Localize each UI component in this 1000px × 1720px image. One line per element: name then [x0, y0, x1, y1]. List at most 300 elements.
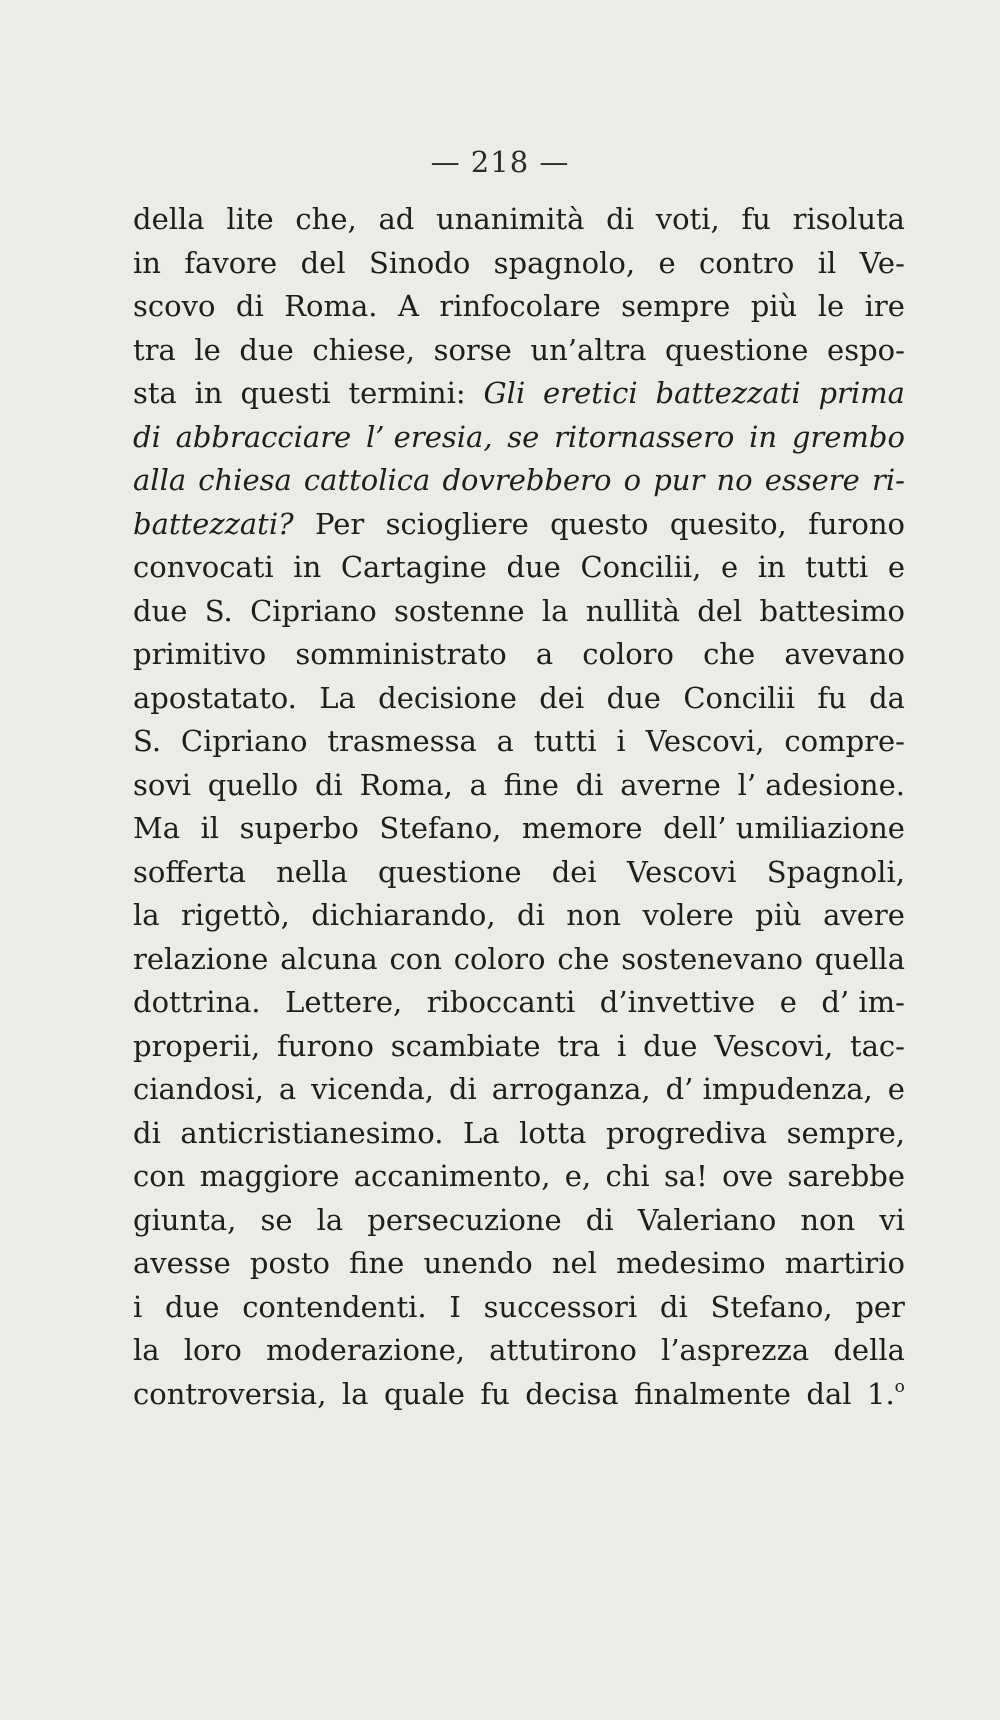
word-text: decisione	[378, 680, 517, 715]
word	[879, 1199, 905, 1243]
italic-word-text: ri-	[871, 463, 905, 497]
word	[133, 459, 186, 503]
word-text: S.	[133, 724, 162, 758]
word-text: apostatato.	[133, 680, 297, 715]
word-text: più	[755, 898, 802, 932]
word	[226, 198, 273, 242]
word-text: scambiate	[390, 1028, 541, 1063]
word	[133, 416, 161, 460]
word	[133, 677, 297, 721]
text-line	[133, 590, 905, 634]
word-text: non	[566, 898, 622, 932]
word	[818, 285, 844, 329]
word	[617, 1025, 626, 1069]
word	[378, 677, 517, 721]
word	[755, 894, 802, 938]
word-text: ire	[864, 289, 905, 323]
word	[449, 1286, 460, 1330]
word-text: in	[293, 550, 322, 584]
word	[808, 503, 905, 547]
word	[787, 1112, 905, 1156]
word	[617, 720, 626, 764]
word-text: Stefano,	[710, 1289, 833, 1324]
word	[327, 720, 476, 764]
word-text: d’ im-	[821, 985, 905, 1019]
word	[133, 1199, 236, 1243]
word-text: dottrina.	[133, 985, 261, 1019]
word	[785, 1242, 905, 1286]
word	[784, 633, 905, 677]
word-text: Cartagine	[340, 550, 487, 584]
word	[539, 677, 584, 721]
word-text: nella	[276, 854, 348, 889]
word	[133, 1373, 326, 1417]
word	[738, 764, 905, 808]
word-text: di	[235, 289, 264, 323]
word	[398, 285, 419, 329]
word	[198, 459, 292, 503]
word	[133, 764, 191, 808]
word	[250, 1242, 330, 1286]
word	[660, 1286, 688, 1330]
word	[133, 1329, 160, 1373]
word	[817, 677, 846, 721]
word	[195, 372, 223, 416]
italic-word-text: dovrebbero	[442, 463, 612, 497]
word-text: i	[133, 1289, 143, 1324]
word	[194, 329, 220, 373]
word-text: Ma	[133, 811, 180, 845]
word	[765, 459, 860, 503]
word-text: favore	[184, 245, 278, 280]
word	[250, 590, 377, 634]
word	[850, 1025, 905, 1069]
word	[366, 416, 493, 460]
word	[586, 1199, 614, 1243]
word-text: rigettò,	[180, 898, 290, 932]
italic-word-text: in	[749, 419, 778, 454]
text-line	[133, 242, 905, 286]
word-text: sa!	[664, 1159, 708, 1193]
word	[818, 372, 905, 416]
word-text: tac-	[849, 1028, 905, 1063]
word-text: memore	[521, 811, 643, 845]
word-text: due	[606, 680, 661, 715]
word	[133, 1068, 264, 1112]
word-text: coloro	[453, 941, 546, 976]
word	[484, 372, 526, 416]
word-text: le	[194, 332, 221, 367]
word	[653, 459, 704, 503]
word	[534, 720, 597, 764]
word-text: riboccanti	[426, 985, 576, 1019]
word	[525, 1373, 618, 1417]
word: 1.o	[867, 1373, 905, 1417]
word	[506, 546, 560, 590]
word	[606, 198, 634, 242]
word	[666, 1068, 873, 1112]
word-text: Spagnoli,	[766, 854, 905, 889]
word-text: Cipriano	[250, 593, 377, 628]
word	[815, 938, 905, 982]
word-text: Stefano,	[379, 811, 502, 845]
word	[133, 633, 266, 677]
word-text: che	[557, 941, 610, 976]
word-text: maggiore	[199, 1159, 340, 1193]
italic-word-text: grembo	[791, 419, 905, 454]
word	[872, 459, 905, 503]
word	[634, 1373, 791, 1417]
word	[449, 1068, 477, 1112]
word	[821, 981, 905, 1025]
word-text: convocati	[133, 550, 274, 584]
word	[627, 851, 737, 895]
word-text: due	[133, 593, 188, 628]
body-text	[133, 198, 905, 1416]
word-text: d’ impudenza,	[665, 1072, 873, 1106]
text-line	[133, 1242, 905, 1286]
word-text: S.	[204, 593, 233, 628]
word	[606, 1112, 767, 1156]
word	[434, 329, 512, 373]
word-text: ad	[378, 202, 415, 236]
word-text: chiese,	[312, 332, 416, 367]
word-text: tutti	[805, 550, 869, 584]
word-text: avere	[823, 898, 905, 932]
word-text: risoluta	[792, 202, 905, 236]
word-text: ciandosi,	[133, 1072, 264, 1106]
word-text: tra	[133, 332, 176, 367]
word	[661, 1329, 809, 1373]
word	[749, 416, 777, 460]
word-text: chi	[605, 1159, 650, 1193]
word-text: I	[449, 1289, 461, 1324]
word	[600, 981, 755, 1025]
word	[536, 633, 553, 677]
word	[664, 1155, 708, 1199]
italic-word-text: o	[623, 463, 642, 497]
word	[133, 1286, 142, 1330]
word	[311, 1068, 434, 1112]
word-text: in	[133, 245, 161, 280]
word-text: Roma,	[359, 767, 453, 802]
word	[242, 1286, 426, 1330]
word	[656, 198, 720, 242]
word	[208, 764, 298, 808]
word	[517, 894, 545, 938]
word	[133, 503, 294, 547]
word-text: l’ adesione.	[737, 767, 905, 802]
word	[550, 503, 648, 547]
word-text: contendenti.	[242, 1289, 427, 1324]
word-text: le	[817, 289, 845, 323]
word-text: e	[720, 550, 739, 584]
word-text: properii,	[133, 1028, 261, 1063]
word	[792, 416, 905, 460]
word	[180, 1112, 443, 1156]
text-line	[133, 546, 905, 590]
word	[285, 981, 402, 1025]
word-text: A	[397, 289, 419, 323]
word	[184, 1329, 242, 1373]
word	[519, 1112, 586, 1156]
word	[236, 285, 264, 329]
word	[442, 459, 611, 503]
word	[833, 1329, 905, 1373]
text-line	[133, 1025, 905, 1069]
italic-word-text: battezzati?	[133, 506, 294, 541]
word	[293, 546, 321, 590]
word	[133, 807, 180, 851]
word	[200, 1155, 340, 1199]
text-line	[133, 329, 905, 373]
word	[133, 938, 268, 982]
word-text: sofferta	[133, 854, 246, 889]
word-text: due	[643, 1028, 698, 1063]
word-text: e	[779, 985, 797, 1019]
word-text: di	[585, 1202, 614, 1237]
word	[616, 1242, 766, 1286]
word	[454, 938, 546, 982]
word	[295, 633, 506, 677]
word-text: di	[517, 898, 545, 932]
word-text: per	[855, 1289, 905, 1324]
word-text: coloro	[582, 637, 675, 671]
word	[280, 938, 377, 982]
word-text: Per	[315, 506, 365, 541]
word	[133, 198, 205, 242]
word	[576, 764, 604, 808]
word-text: quella	[814, 941, 905, 976]
word	[699, 242, 794, 286]
word-text: sarebbe	[787, 1159, 905, 1193]
word	[697, 590, 742, 634]
word	[557, 1025, 600, 1069]
word-text: la	[133, 898, 160, 932]
word-text: Lettere,	[285, 985, 403, 1019]
word	[133, 590, 187, 634]
word-text: alcuna	[280, 941, 378, 976]
word-text: nullità	[585, 593, 680, 628]
word-text: tra	[557, 1028, 601, 1063]
word-text: e	[658, 245, 676, 280]
text-line	[133, 851, 905, 895]
word-text: d’invettive	[599, 985, 756, 1019]
word-text: La	[463, 1115, 500, 1150]
word-text: averne	[620, 767, 721, 802]
word-text: somministrato	[295, 637, 507, 671]
word-text: con	[389, 941, 442, 976]
word-text: avesse	[133, 1246, 231, 1280]
word	[348, 372, 465, 416]
text-line	[133, 198, 905, 242]
word-text: unanimità	[436, 202, 585, 236]
text-line	[133, 1199, 905, 1243]
text-line	[133, 1112, 905, 1156]
word	[319, 677, 356, 721]
word-text: l’asprezza	[661, 1333, 810, 1367]
word	[670, 503, 787, 547]
word-text: a	[535, 637, 554, 671]
word	[240, 372, 330, 416]
word	[823, 894, 905, 938]
word	[507, 416, 539, 460]
word	[580, 546, 701, 590]
word-text: a	[278, 1072, 297, 1106]
word-text: dell’ umiliazione	[663, 811, 905, 845]
italic-word-text: battezzati	[655, 376, 801, 410]
word	[888, 546, 905, 590]
word-text: che	[703, 637, 756, 671]
word	[554, 416, 734, 460]
word-text: la	[341, 1376, 369, 1411]
word-text: dei	[539, 680, 585, 715]
word	[741, 198, 770, 242]
word	[315, 764, 343, 808]
word	[427, 981, 576, 1025]
word	[638, 1199, 777, 1243]
word	[888, 1068, 905, 1112]
word	[806, 1373, 851, 1417]
text-line	[133, 938, 905, 982]
word-text: sempre	[621, 289, 731, 323]
word-text: espo-	[827, 332, 905, 367]
word	[721, 546, 738, 590]
word-text: questo	[550, 506, 649, 541]
word-text: trasmessa	[327, 724, 477, 758]
word	[658, 242, 675, 286]
word	[133, 1242, 231, 1286]
word	[317, 1199, 344, 1243]
word-text: di	[314, 767, 343, 802]
word-text: il	[817, 245, 837, 280]
word-text: rinfocolare	[439, 289, 601, 323]
word	[390, 938, 442, 982]
word	[818, 242, 837, 286]
word	[494, 242, 635, 286]
word-text: avevano	[784, 637, 905, 671]
word-text: Concilii	[683, 680, 795, 715]
word-text: Vescovi,	[714, 1028, 834, 1063]
word	[855, 1286, 905, 1330]
word	[620, 764, 721, 808]
word	[133, 720, 161, 764]
italic-word-text: se	[507, 419, 540, 454]
text-line	[133, 1068, 905, 1112]
word-text: arroganza,	[491, 1072, 651, 1106]
word-text: vicenda,	[311, 1072, 434, 1106]
word-text: Vescovi	[626, 854, 737, 889]
word-text: non	[800, 1202, 856, 1237]
word-text: due	[165, 1289, 220, 1324]
word-text: dei	[551, 854, 597, 889]
word	[663, 807, 905, 851]
word	[181, 894, 290, 938]
word-text: la	[133, 1333, 160, 1367]
word	[607, 677, 661, 721]
word	[439, 285, 600, 329]
word	[557, 938, 609, 982]
text-line	[133, 764, 905, 808]
word	[378, 198, 414, 242]
text-line	[133, 1286, 905, 1330]
word	[133, 1025, 260, 1069]
word-text: a	[496, 724, 514, 758]
word-text: con	[133, 1159, 186, 1193]
word	[716, 459, 752, 503]
word-text: quale	[383, 1376, 465, 1411]
word	[805, 546, 868, 590]
word-text: un’altra	[530, 332, 647, 367]
text-line	[133, 1373, 905, 1417]
word-text: 1.	[867, 1376, 895, 1411]
word-text: successori	[483, 1289, 638, 1324]
word-text: dal	[806, 1376, 852, 1411]
word-text: questione	[377, 854, 522, 889]
italic-word-text: eretici	[543, 376, 638, 410]
text-line	[133, 1329, 905, 1373]
word-text: lotta	[519, 1115, 587, 1150]
text-line	[133, 372, 905, 416]
word-text: a	[469, 767, 487, 802]
word-text: due	[506, 550, 561, 584]
word-text: scovo	[133, 289, 216, 323]
word	[780, 981, 797, 1025]
word-text: il	[200, 811, 220, 845]
word-text: sciogliere	[385, 506, 529, 541]
word-text: di	[575, 767, 604, 802]
word-text: di	[133, 1115, 161, 1150]
word-text: in	[194, 376, 223, 410]
word	[860, 242, 905, 286]
word	[788, 1155, 906, 1199]
word-text: primitivo	[133, 637, 267, 671]
word-text: della	[833, 1333, 905, 1367]
word-text: volere	[642, 898, 734, 932]
word-text: Roma.	[284, 289, 378, 323]
word	[133, 981, 261, 1025]
word-text: della	[133, 202, 205, 236]
word	[349, 1242, 404, 1286]
text-line	[133, 459, 905, 503]
word	[133, 285, 215, 329]
word	[470, 764, 487, 808]
word	[869, 677, 905, 721]
word	[463, 1112, 500, 1156]
word	[722, 1155, 773, 1199]
word	[284, 285, 377, 329]
word-text: sovi	[133, 767, 191, 802]
word-text: contro	[698, 245, 795, 280]
word	[624, 459, 641, 503]
word-text: relazione	[133, 941, 269, 976]
word-text: moderazione,	[266, 1333, 465, 1367]
word	[484, 1286, 638, 1330]
word	[266, 1329, 465, 1373]
word	[165, 1286, 219, 1330]
word	[489, 1329, 637, 1373]
word	[751, 285, 798, 329]
word-text: questi	[240, 376, 331, 410]
text-line	[133, 894, 905, 938]
word-text: controversia,	[133, 1376, 327, 1411]
word	[542, 590, 569, 634]
word-text: unendo	[423, 1246, 533, 1280]
word	[342, 1373, 369, 1417]
word-text: progrediva	[606, 1115, 768, 1150]
italic-word-text: abbracciare	[175, 419, 352, 454]
word	[367, 1199, 561, 1243]
